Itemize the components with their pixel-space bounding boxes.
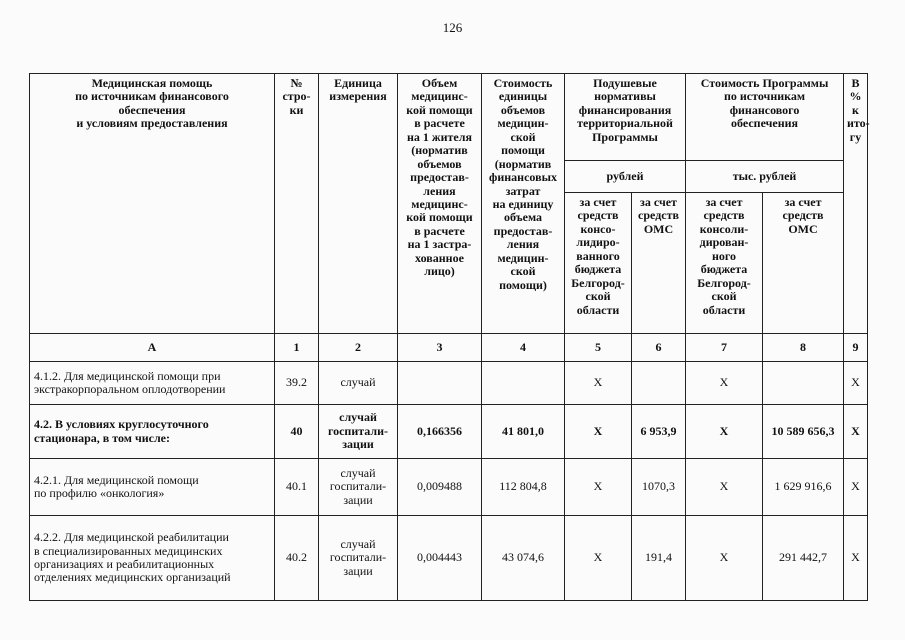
header-col-3: Объем медицинс- кой помощи в расчете на 1 жителя (норматив объемов предостав- ления медицинс- кой помощи в расчете на 1 застра- хованное лицо): [398, 74, 482, 334]
row-col8: 10 589 656,3: [763, 405, 844, 459]
page-number: 126: [442, 20, 463, 35]
table-row: [30, 405, 868, 459]
row-line: 39.2: [275, 362, 319, 405]
row-col6: 1070,3: [632, 459, 686, 516]
index-cell: 6: [632, 334, 686, 362]
header-col-7: за счет средств консоли- дирован- ного бюджета Белгород- ской области: [686, 193, 763, 334]
header-col-1: № стро- ки: [275, 74, 319, 334]
row-col5: Х: [565, 362, 632, 405]
row-col5: Х: [565, 516, 632, 601]
index-cell: 9: [844, 334, 868, 362]
row-name: 4.2.2. Для медицинской реабилитации в специализированных медицинских организациях и реабилитационных отделениях медицинских организаций: [30, 516, 275, 601]
header-col-6: за счет средств ОМС: [632, 193, 686, 334]
table-row: [30, 459, 868, 516]
row-unit: случай госпитали- зации: [319, 516, 398, 601]
header-group-program-cost: Стоимость Программы по источникам финансового обеспечения: [686, 74, 844, 161]
row-volume: 0,166356: [398, 405, 482, 459]
table-row: [30, 516, 868, 601]
row-col7: Х: [686, 405, 763, 459]
row-unit: случай: [319, 362, 398, 405]
row-col7: Х: [686, 362, 763, 405]
header-col-5: за счет средств консо- лидиро- ванного бюджета Белгород- ской области: [565, 193, 632, 334]
header-row-1: [30, 74, 868, 161]
row-col8: 291 442,7: [763, 516, 844, 601]
row-col9: Х: [844, 516, 868, 601]
row-col6: 191,4: [632, 516, 686, 601]
index-cell: 1: [275, 334, 319, 362]
row-name: 4.2.1. Для медицинской помощи по профилю «онкология»: [30, 459, 275, 516]
header-col-8: за счет средств ОМС: [763, 193, 844, 334]
row-unit: случай госпитали- зации: [319, 459, 398, 516]
row-line: 40.2: [275, 516, 319, 601]
header-col-2: Единица измерения: [319, 74, 398, 334]
row-cost: 41 801,0: [482, 405, 565, 459]
row-col5: Х: [565, 405, 632, 459]
row-cost: [482, 362, 565, 405]
index-cell: 2: [319, 334, 398, 362]
row-col7: Х: [686, 459, 763, 516]
header-unit-thousand-rubles: тыс. рублей: [686, 161, 844, 193]
row-col6: [632, 362, 686, 405]
header-col-9: В % к ито- гу: [844, 74, 868, 334]
table-row: [30, 362, 868, 405]
index-cell: 4: [482, 334, 565, 362]
header-col-a: Медицинская помощь по источникам финансового обеспечения и условиям предоставления: [30, 74, 275, 334]
row-volume: 0,004443: [398, 516, 482, 601]
financing-table: [29, 73, 868, 601]
header-unit-rubles: рублей: [565, 161, 686, 193]
row-name: 4.1.2. Для медицинской помощи при экстракорпоральном оплодотворении: [30, 362, 275, 405]
row-line: 40.1: [275, 459, 319, 516]
header-group-per-capita: Подушевые нормативы финансирования территориальной Программы: [565, 74, 686, 161]
row-cost: 112 804,8: [482, 459, 565, 516]
index-cell: А: [30, 334, 275, 362]
row-line: 40: [275, 405, 319, 459]
row-volume: [398, 362, 482, 405]
header-col-4: Стоимость единицы объемов медицин- ской помощи (норматив финансовых затрат на единицу объема предостав- ления медицин- ской помощи): [482, 74, 565, 334]
row-unit: случай госпитали- зации: [319, 405, 398, 459]
row-col5: Х: [565, 459, 632, 516]
row-col8: [763, 362, 844, 405]
row-volume: 0,009488: [398, 459, 482, 516]
row-col8: 1 629 916,6: [763, 459, 844, 516]
row-cost: 43 074,6: [482, 516, 565, 601]
index-cell: 8: [763, 334, 844, 362]
row-name: 4.2. В условиях круглосуточного стационара, в том числе:: [30, 405, 275, 459]
row-col7: Х: [686, 516, 763, 601]
index-row: [30, 334, 868, 362]
index-cell: 7: [686, 334, 763, 362]
index-cell: 5: [565, 334, 632, 362]
row-col9: Х: [844, 405, 868, 459]
row-col6: 6 953,9: [632, 405, 686, 459]
row-col9: Х: [844, 459, 868, 516]
index-cell: 3: [398, 334, 482, 362]
row-col9: Х: [844, 362, 868, 405]
